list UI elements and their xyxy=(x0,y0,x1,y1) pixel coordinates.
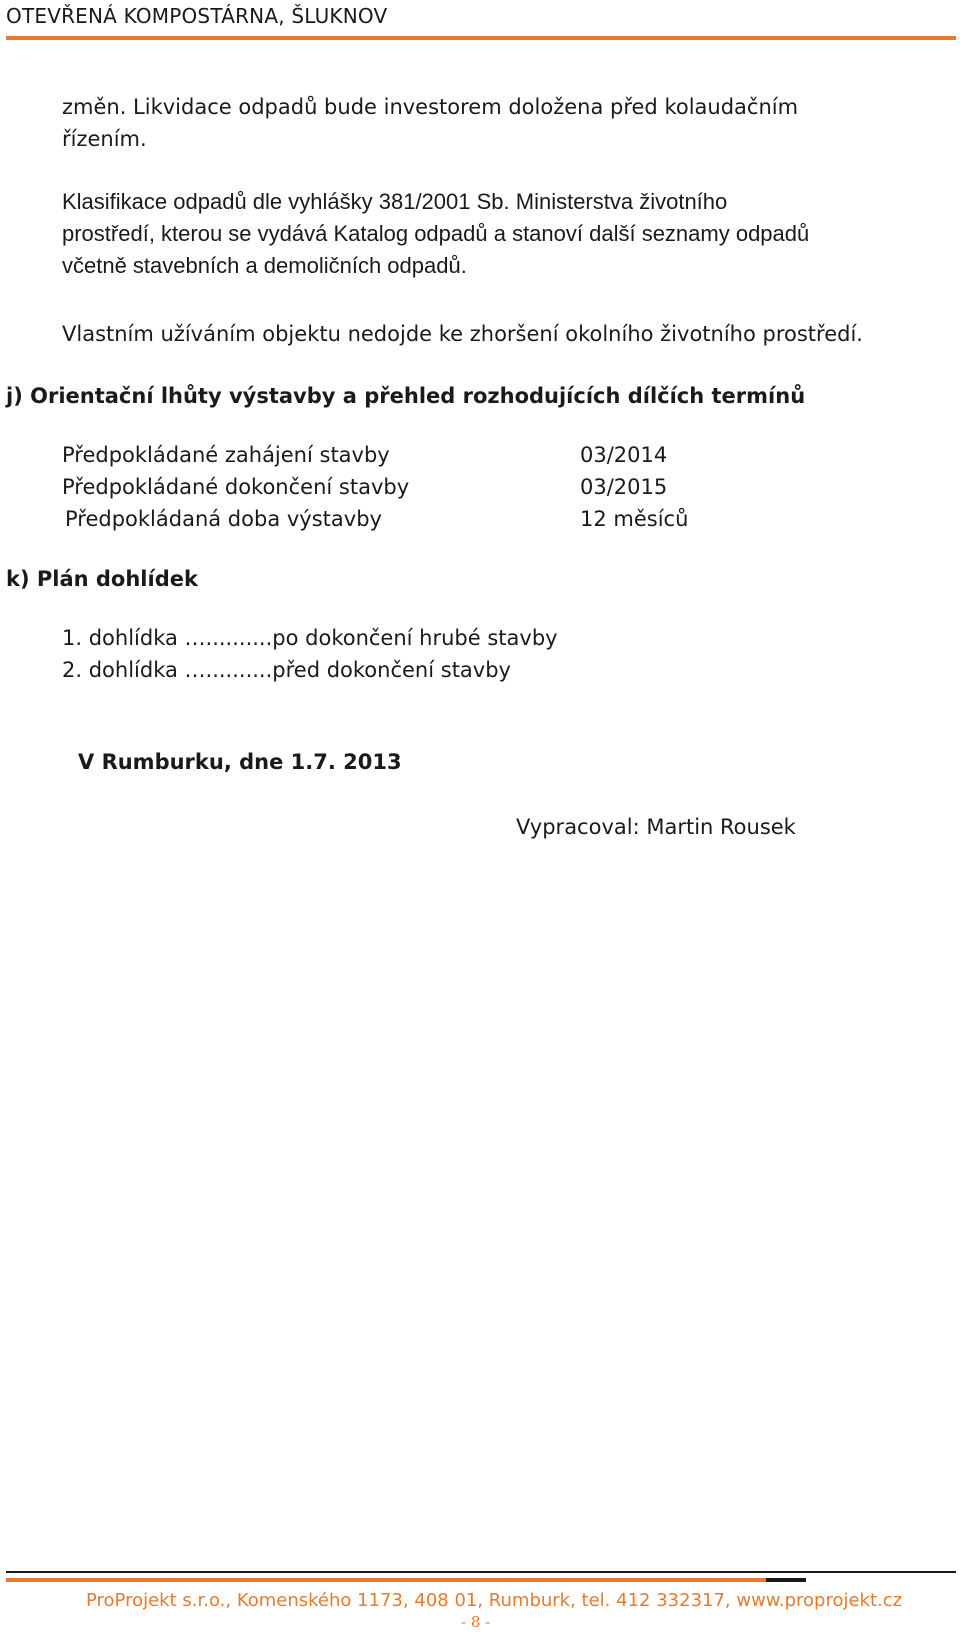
page-number: - 8 - xyxy=(461,1613,491,1631)
schedule-value: 12 měsíců xyxy=(580,507,689,531)
footer-divider-end xyxy=(766,1578,806,1582)
paragraph-line: prostředí, kterou se vydává Katalog odpadů a stanoví další seznamy odpadů xyxy=(62,221,810,246)
schedule-label: Předpokládané zahájení stavby xyxy=(62,443,390,467)
inspection-item: 1. dohlídka …..........po dokončení hrubé stavby xyxy=(62,626,558,650)
prepared-by: Vypracoval: Martin Rousek xyxy=(516,815,796,839)
header-divider xyxy=(6,36,956,40)
footer-company-info: ProProjekt s.r.o., Komenského 1173, 408 01, Rumburk, tel. 412 332317, www.proprojekt.cz xyxy=(86,1590,903,1611)
footer-divider-dark xyxy=(6,1571,956,1573)
section-heading-j: j) Orientační lhůty výstavby a přehled rozhodujících dílčích termínů xyxy=(6,384,806,408)
paragraph-line: změn. Likvidace odpadů bude investorem doložena před kolaudačním xyxy=(62,95,799,119)
page-header-title: OTEVŘENÁ KOMPOSTÁRNA, ŠLUKNOV xyxy=(6,4,388,28)
paragraph-line: včetně stavebních a demoličních odpadů. xyxy=(62,253,467,278)
paragraph-line: řízením. xyxy=(62,127,147,151)
paragraph-line: Vlastním užíváním objektu nedojde ke zhoršení okolního životního prostředí. xyxy=(62,322,863,346)
footer-divider-accent xyxy=(6,1578,766,1582)
schedule-label: Předpokládané dokončení stavby xyxy=(62,475,410,499)
schedule-label: Předpokládaná doba výstavby xyxy=(65,507,382,531)
schedule-value: 03/2015 xyxy=(580,475,668,499)
schedule-value: 03/2014 xyxy=(580,443,668,467)
paragraph-line: Klasifikace odpadů dle vyhlášky 381/2001 Sb. Ministerstva životního xyxy=(62,189,728,214)
inspection-item: 2. dohlídka …..........před dokončení stavby xyxy=(62,658,511,682)
place-date: V Rumburku, dne 1.7. 2013 xyxy=(78,750,402,774)
section-heading-k: k) Plán dohlídek xyxy=(6,567,198,591)
